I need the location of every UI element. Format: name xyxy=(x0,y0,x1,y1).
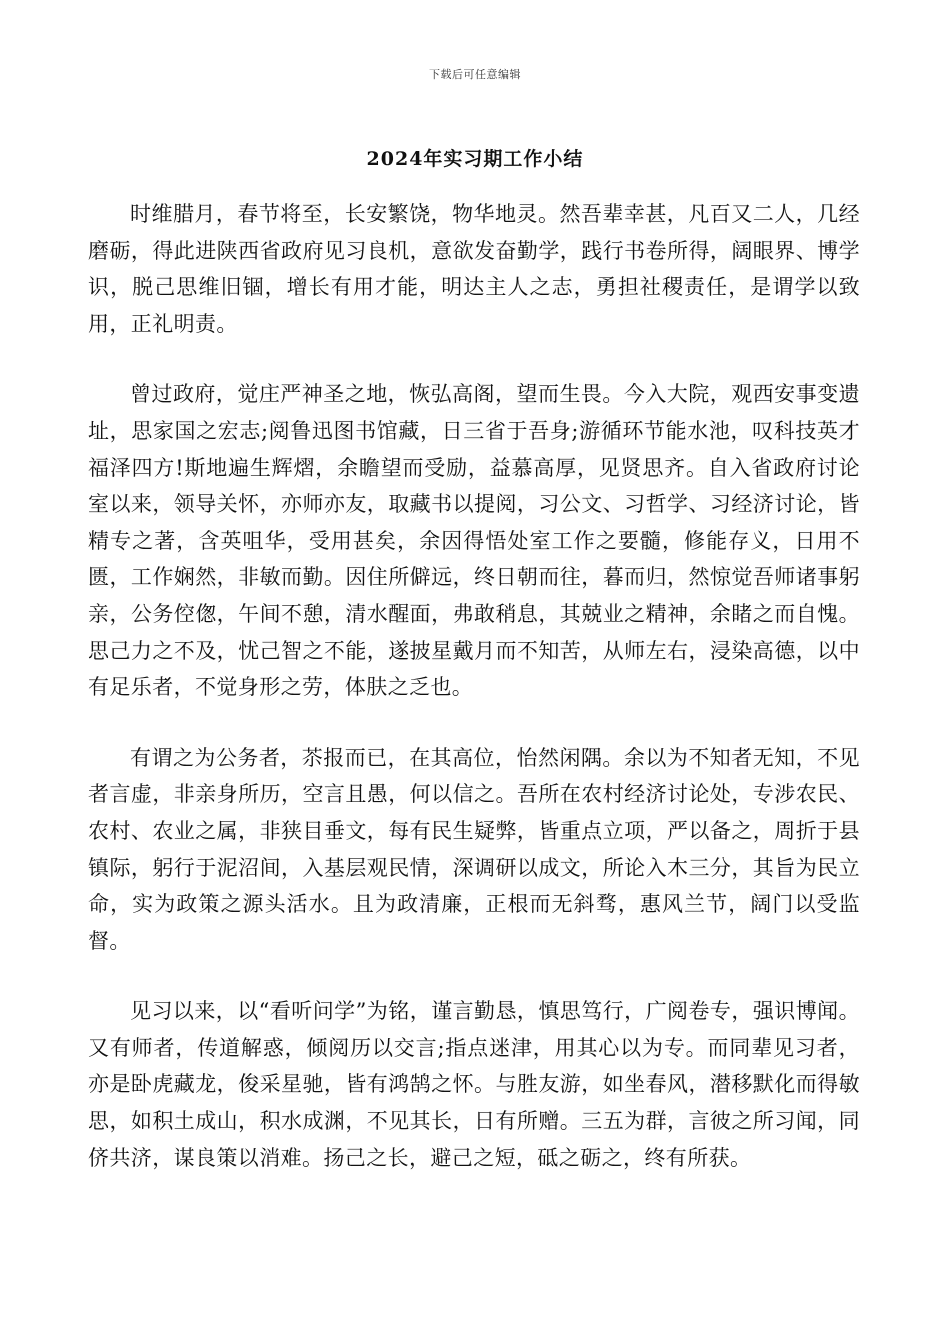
document-body xyxy=(88,196,860,1210)
paragraph-3: 有谓之为公务者，苶报而已，在其高位，怡然闲隅。余以为不知者无知，不见者言虚，非亲身所历，空言且愚，何以信之。吾所在农村经济讨论处，专涉农民、农村、农业之属，非狭目垂文，每有民生疑弊，皆重点立项，严以备之，周折于县镇际，躬行于泥沼间，入基层观民情，深调研以成文，所论入木三分，其旨为民立命，实为政策之源头活水。且为政清廉，正根而无斜骛，惠风兰节，阔门以受监督。 xyxy=(88,745,860,953)
paragraph-2: 曾过政府，觉庄严神圣之地，恢弘高阁，望而生畏。今入大院，观西安事变遗址，思家国之宏志;阅鲁迅图书馆藏，日三省于吾身;游循环节能水池，叹科技英才福泽四方!斯地遍生辉熠，余瞻望而受励，益慕高厚，见贤思齐。自入省政府讨论室以来，领导关怀，亦师亦友，取藏书以提阅，习公文、习哲学、习经济讨论，皆精专之著，含英咀华，受用甚矣，余因得悟处室工作之要髓，修能存义，日用不匮，工作娴然，非敏而勤。因住所僻远，终日朝而往，暮而归，然惊觉吾师诸事躬亲，公务倥偬，午间不憩，清水醒面，弗敢稍息，其兢业之精神，余睹之而自愧。思己力之不及，忧己智之不能，遂披星戴月而不知苦，从师左右，浸染高德，以中有足乐者，不觉身形之劳，体肤之乏也。 xyxy=(88,382,860,700)
header-note: 下载后可任意编辑 xyxy=(429,68,521,81)
paragraph-4: 见习以来，以“看听问学”为铭，谨言勤恳，慎思笃行，广阅卷专，强识博闻。又有师者，传道解惑，倾阅历以交言;指点迷津，用其心以为专。而同辈见习者，亦是卧虎藏龙，俊采星驰，皆有鸿鹄之怀。与胜友游，如坐春风，潜移默化而得敏思，如积土成山，积水成渊，不见其长，日有所赠。三五为群，言彼之所习闻，同侪共济，谋良策以消难。扬己之长，避己之短，砥之砺之，终有所获。 xyxy=(88,999,860,1170)
document-title: 2024年实习期工作小结 xyxy=(366,148,584,170)
paragraph-1: 时维腊月，春节将至，长安繁饶，物华地灵。然吾辈幸甚，凡百又二人，几经磨砺，得此进陕西省政府见习良机，意欲发奋勤学，践行书卷所得，阔眼界、博学识，脱己思维旧锢，增长有用才能，明达主人之志，勇担社稷责任，是谓学以致用，正礼明责。 xyxy=(88,202,860,336)
